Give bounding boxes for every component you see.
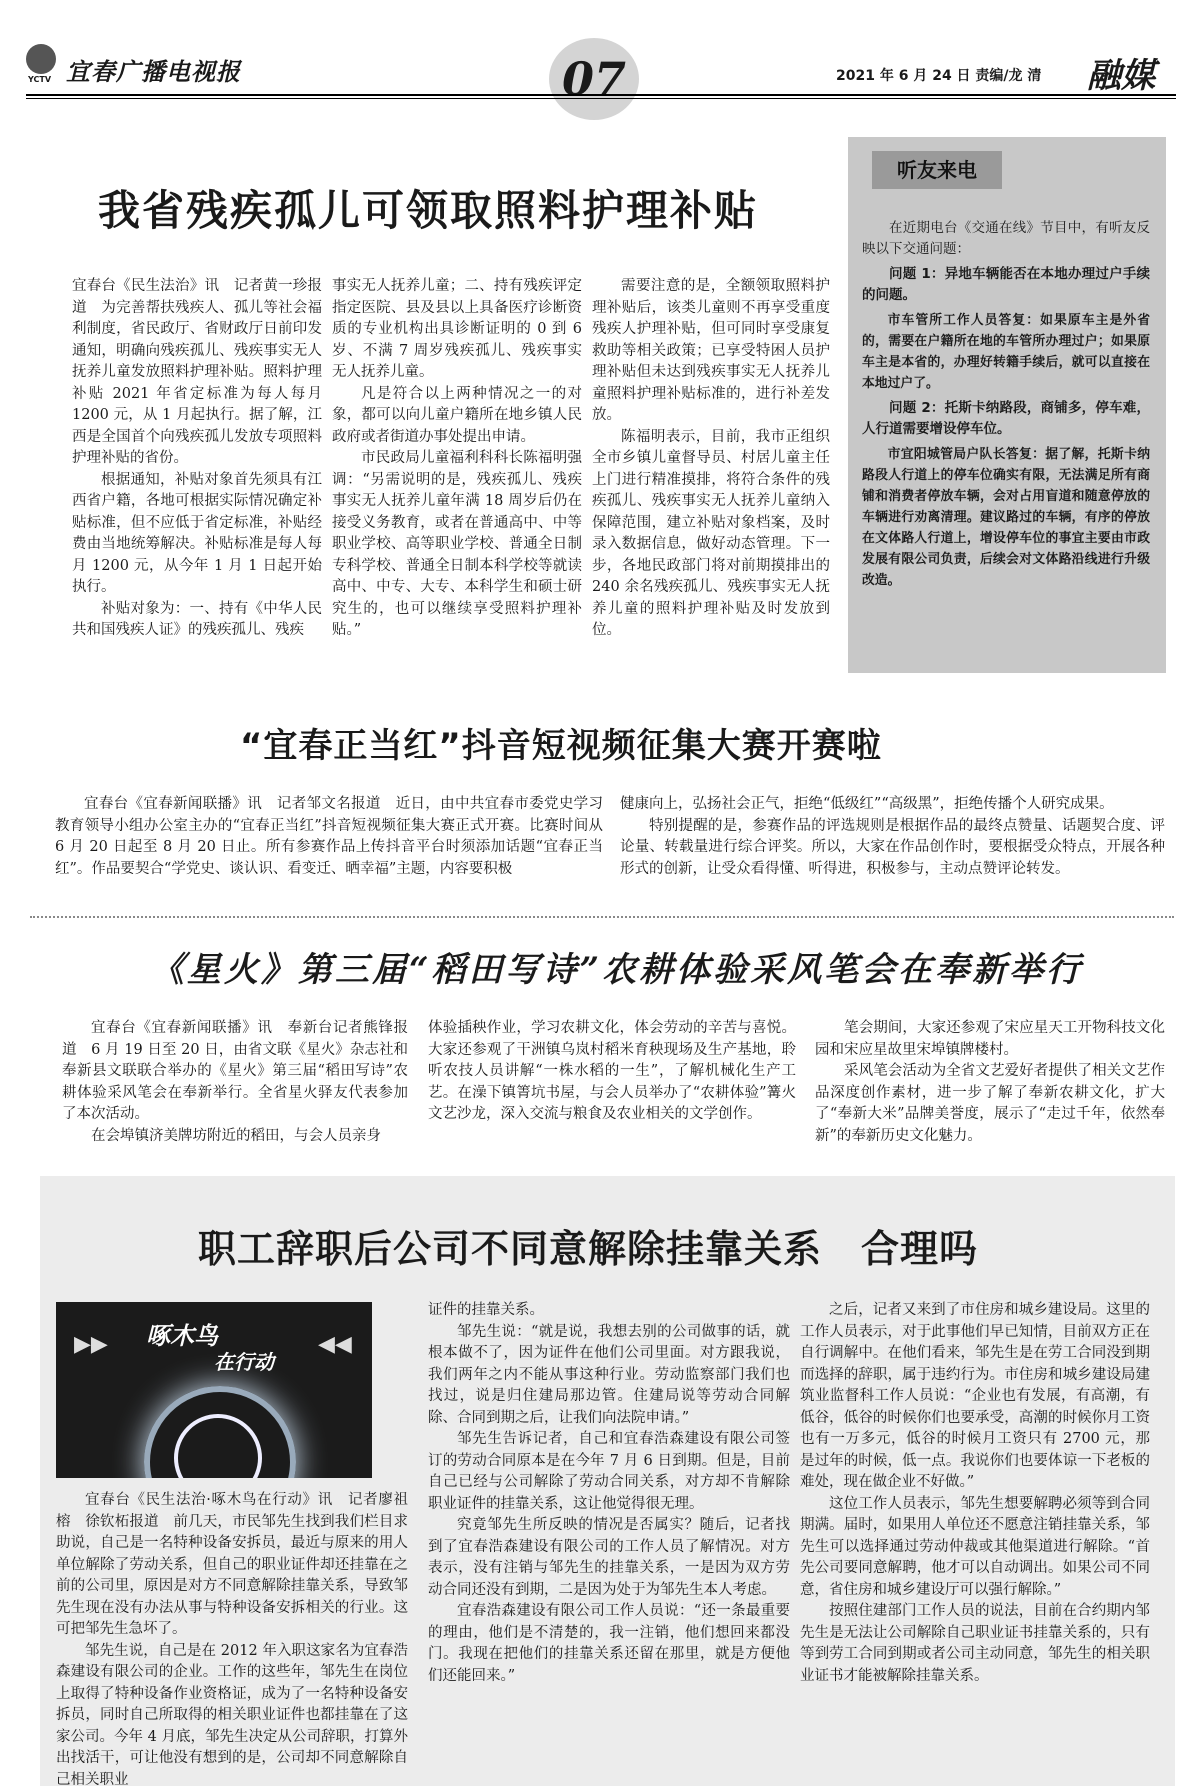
paragraph: 宜春台《民生法治·啄木鸟在行动》讯 记者廖祖榕 徐钦柘报道 前几天，市民邹先生找到我们栏目求助说，自己是一名特种设备安拆员，最近与原来的用人单位解除了劳动关系，但自己的职业证件却还挂靠在之前的公司里，原因是对方不同意解除挂靠关系，导致邹先生现在没有办法从事与特种设备安拆相关的行业。这可把邹先生急坏了。 xyxy=(56,1492,408,1637)
listener-calls-body xyxy=(862,218,1150,595)
sidebar-question-1: 问题 1：异地车辆能否在本地办理过户手续的问题。 xyxy=(862,266,1150,303)
station-logo xyxy=(26,44,68,84)
sidebar-intro: 在近期电台《交通在线》节目中，有听友反映以下交通问题： xyxy=(862,220,1150,257)
sidebar-question-2: 问题 2：托斯卡纳路段，商铺多，停车难，人行道需要增设停车位。 xyxy=(862,400,1150,437)
article3-headline: 《星火》第三届“稻田写诗”农耕体验采风笔会在奉新举行 xyxy=(150,950,1084,990)
paragraph: 健康向上，弘扬社会正气，拒绝“低级红”“高级黑”，拒绝传播个人研究成果。 xyxy=(620,796,1114,812)
article3-col2 xyxy=(428,1018,796,1126)
paragraph: 宜春台《宜春新闻联播》讯 记者邹文名报道 近日，由中共宜春市委党史学习教育领导小组办公室主办的“宜春正当红”抖音短视频征集大赛正式开赛。比赛时间从 6 月 20 日起至 8 月 20 日止。所有参赛作品上传抖音平台时须添加话题“宜春正当红”。作品要契合“学党史、谈认识、看变迁、晒幸福”主题，内容要积极 xyxy=(55,796,603,877)
paragraph: 采风笔会活动为全省文艺爱好者提供了相关文艺作品深度创作素材，进一步了解了奉新农耕文化，扩大了“奉新大米”品牌美誉度，展示了“走过千年，依然奉新”的奉新历史文化魅力。 xyxy=(815,1063,1165,1144)
paragraph: 究竟邹先生所反映的情况是否属实？随后，记者找到了宜春浩森建设有限公司的工作人员了解情况。对方表示，没有注销与邹先生的挂靠关系，一是因为双方劳动合同还没有到期，二是因为处于为邹先生本人考虑。 xyxy=(428,1517,790,1598)
paragraph: 邹先生说，自己是在 2012 年入职这家名为宜春浩森建设有限公司的企业。工作的这些年，邹先生在岗位上取得了特种设备作业资格证，成为了一名特种设备安拆员，同时自己所取得的相关职业证件也都挂靠在了这家公司。今年 4 月底，邹先生决定从公司辞职，打算外出找活干，可让他没有想到的是，公司却不同意解除自己相关职业 xyxy=(56,1642,408,1788)
article2-left xyxy=(55,794,603,880)
article1-col1 xyxy=(72,276,322,642)
play-arrows-icon: ◀◀ xyxy=(318,1332,352,1357)
paragraph: 在会埠镇济美牌坊附近的稻田，与会人员亲身 xyxy=(91,1127,381,1144)
article3-col1 xyxy=(62,1018,408,1147)
article4-col3 xyxy=(800,1300,1150,1687)
paragraph: 邹先生告诉记者，自己和宜春浩森建设有限公司签订的劳动合同原本是在今年 7 月 6 日到期。但是，目前自己已经与公司解除了劳动合同关系，对方却不肯解除职业证件的挂靠关系，这让他觉得很无理。 xyxy=(428,1431,790,1512)
article4-col2 xyxy=(428,1300,790,1687)
logo-text: YCTV xyxy=(28,75,52,84)
paragraph: 补贴对象为：一、持有《中华人民共和国残疾人证》的残疾孤儿、残疾 xyxy=(72,600,322,638)
paragraph: 特别提醒的是，参赛作品的评选规则是根据作品的最终点赞量、话题契合度、评论量、转载量进行综合评奖。所以，大家在作品创作时，要根据受众特点，开展各种形式的创新，让受众看得懂、听得进，积极参与，主动点赞评论转发。 xyxy=(620,817,1165,877)
paragraph: 宜春台《民生法治》讯 记者黄一珍报道 为完善帮扶残疾人、孤儿等社会福利制度，省民政厅、省财政厅日前印发通知，明确向残疾孤儿、残疾事实无人抚养儿童发放照料护理补贴。照料护理补贴 2021 年省定标准为每人每月 1200 元，从 1 月起执行。据了解，江西是全国首个向残疾孤儿发放专项照料护理补贴的省份。 xyxy=(72,278,322,466)
photo-subtitle: 在行动 xyxy=(214,1350,274,1374)
paragraph: 事实无人抚养儿童；二、持有残疾评定指定医院、县及县以上具备医疗诊断资质的专业机构出具诊断证明的 0 到 6 岁、不满 7 周岁残疾孤儿、残疾事实无人抚养儿童。 xyxy=(332,278,582,380)
paragraph: 之后，记者又来到了市住房和城乡建设局。这里的工作人员表示，对于此事他们早已知情，目前双方正在自行调解中。在他们看来，邹先生是在劳工合同没到期而选择的辞职，属于违约行为。市住房和城乡建设局建筑业监督科工作人员说：“企业也有发展，有高潮，有低谷，低谷的时候你们也要承受，高潮的时候你月工资也有一万多元，低谷的时候月工资只有 2700 元，那是过年的时候，低一点。我说你们也要体谅一下老板的难处，现在做企业不好做。” xyxy=(800,1302,1150,1490)
paper-name: 宜春广播电视报 xyxy=(66,57,241,86)
paragraph: 体验插秧作业，学习农耕文化，体会劳动的辛苦与喜悦。大家还参观了干洲镇乌岚村稻米育秧现场及生产基地，聆听农技人员讲解“一株水稻的一生”，了解机械化生产工艺。在澡下镇箐坑书屋，与会人员举办了“农耕体验”篝火文艺沙龙，深入交流与粮食及农业相关的文学创作。 xyxy=(428,1020,796,1122)
article1-headline: 我省残疾孤儿可领取照料护理补贴 xyxy=(98,186,759,235)
paragraph: 邹先生说：“就是说，我想去别的公司做事的话，就根本做不了，因为证件在他们公司里面。对方跟我说，我们两年之内不能从事这种行业。劳动监察部门我们也找过，说是归住建局那边管。住建局说等劳动合同解除、合同到期之后，让我们向法院申请。” xyxy=(428,1323,790,1426)
paragraph: 笔会期间，大家还参观了宋应星天工开物科技文化园和宋应星故里宋埠镇牌楼村。 xyxy=(815,1020,1165,1058)
article4-headline: 职工辞职后公司不同意解除挂靠关系 合理吗 xyxy=(198,1227,979,1271)
article3-col3 xyxy=(815,1018,1165,1147)
section-name: 融媒 xyxy=(1087,56,1155,96)
masthead-rule-thin xyxy=(26,98,1176,99)
article1-col3 xyxy=(592,276,830,642)
logo-emblem-icon xyxy=(26,44,56,74)
paragraph: 需要注意的是，全额领取照料护理补贴后，该类儿童则不再享受重度残疾人护理补贴，但可同时享受康复救助等相关政策；已享受特困人员护理补贴但未达到残疾事实无人抚养儿童照料护理补贴标准的，进行补差发放。 xyxy=(592,278,830,423)
paragraph: 宜春浩森建设有限公司工作人员说：“还一条最重要的理由，他们是不清楚的，我一注销，他们想回来都没门。我现在把他们的挂靠关系还留在那里，就是方便他们还能回来。” xyxy=(428,1603,790,1684)
photo-title: 啄木鸟 xyxy=(146,1322,218,1350)
paragraph: 陈福明表示，目前，我市正组织全市乡镇儿童督导员、村居儿童主任上门进行精准摸排，将符合条件的残疾孤儿、残疾事实无人抚养儿童纳入保障范围，建立补贴对象档案，及时录入数据信息，做好动态管理。下一步，各地民政部门将对前期摸排出的 240 余名残疾孤儿、残疾事实无人抚养儿童的照料护理补贴及时发放到位。 xyxy=(592,428,830,638)
paragraph: 这位工作人员表示，邹先生想要解聘必须等到合同期满。届时，如果用人单位还不愿意注销挂靠关系，邹先生可以选择通过劳动仲裁或其他渠道进行解除。“首先公司要同意解聘，他才可以自动调出。如果公司不同意，省住房和城乡建设厅可以强行解除。” xyxy=(800,1495,1150,1598)
article4-col1 xyxy=(56,1490,408,1791)
dateline: 2021 年 6 月 24 日 责编/龙 清 xyxy=(836,68,1042,84)
listener-calls-tag: 听友来电 xyxy=(872,151,1002,189)
sidebar-answer-2: 市宜阳城管局户队长答复：据了解，托斯卡纳路段人行道上的停车位确实有限，无法满足所有商铺和消费者停放车辆，会对占用盲道和随意停放的车辆进行劝离清理。建议路过的车辆，有序的停放在文体路人行道上，增设停车位的事宜主要由市政发展有限公司负责，后续会对文体路沿线进行升级改造。 xyxy=(862,447,1150,588)
masthead-rule xyxy=(26,94,1176,96)
sidebar-answer-1: 市车管所工作人员答复：如果原车主是外省的，需要在户籍所在地的车管所办理过户；如果原车主是本省的，办理好转籍手续后，就可以直接在本地过户了。 xyxy=(862,313,1150,391)
play-arrows-icon: ▶▶ xyxy=(74,1332,108,1357)
article2-right xyxy=(620,794,1165,880)
article1-col2 xyxy=(332,276,582,642)
page-number: 07 xyxy=(549,38,639,120)
paragraph: 根据通知，补贴对象首先须具有江西省户籍，各地可根据实际情况确定补贴标准，但不应低于省定标准，补贴经费由当地统筹解决。补贴标准是每人每月 1200 元，从今年 1 月 1 日起开始执行。 xyxy=(72,471,322,595)
paragraph: 证件的挂靠关系。 xyxy=(428,1302,544,1318)
paragraph: 宜春台《宜春新闻联播》讯 奉新台记者熊锋报道 6 月 19 日至 20 日，由省文联《星火》杂志社和奉新县文联联合举办的《星火》第三届“稻田写诗”农耕体验采风笔会在奉新举行。全省星火驿友代表参加了本次活动。 xyxy=(62,1020,408,1122)
section-divider xyxy=(30,916,1174,918)
paragraph: 按照住建部门工作人员的说法，目前在合约期内邹先生是无法让公司解除自己职业证书挂靠关系的，只有等到劳工合同到期或者公司主动同意，邹先生的相关职业证书才能被解除挂靠关系。 xyxy=(800,1603,1150,1684)
article2-headline: “宜春正当红”抖音短视频征集大赛开赛啦 xyxy=(240,726,882,766)
paragraph: 市民政局儿童福利科科长陈福明强调：“另需说明的是，残疾孤儿、残疾事实无人抚养儿童年满 18 周岁后仍在接受义务教育，或者在普通高中、中等职业学校、高等职业学校、普通全日制专科学校、普通全日制本科学校等就读高中、中专、大专、本科学生和硕士研究生的，也可以继续享受照料护理补贴。” xyxy=(332,450,582,638)
woodpecker-photo xyxy=(56,1302,372,1478)
paragraph: 凡是符合以上两种情况之一的对象，都可以向儿童户籍所在地乡镇人民政府或者街道办事处提出申请。 xyxy=(332,385,582,445)
